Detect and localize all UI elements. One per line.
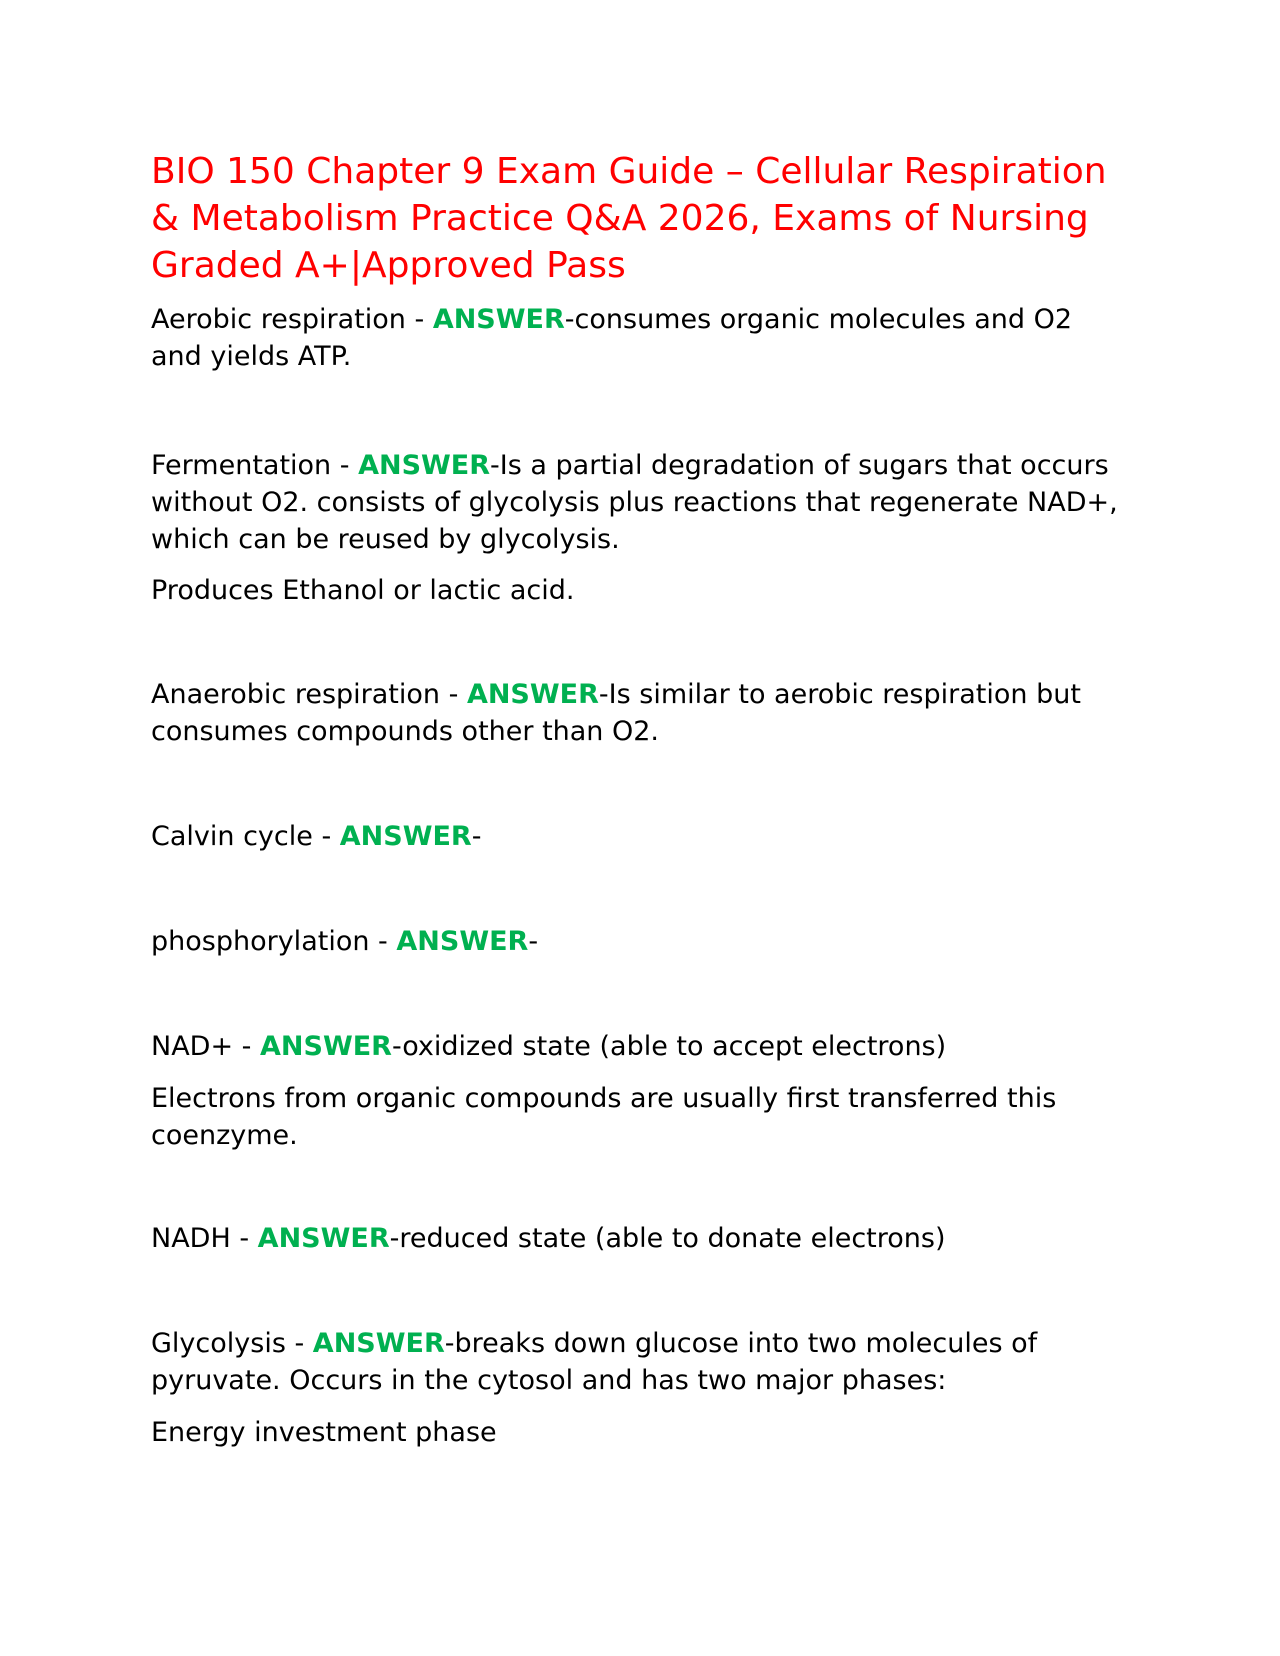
entry-extra-text: Electrons from organic compounds are usually first transferred this coenzyme.: [151, 1083, 1057, 1151]
qa-entry-calvin-cycle: [151, 818, 1131, 855]
entry-term: Anaerobic respiration -: [151, 679, 467, 710]
entry-definition: -reduced state (able to donate electrons): [389, 1223, 946, 1254]
qa-entry-anaerobic-respiration: [151, 676, 1131, 750]
qa-entry-nadh: [151, 1220, 1131, 1257]
entry-term: Fermentation -: [151, 450, 359, 481]
entry-term: Aerobic respiration -: [151, 304, 433, 335]
answer-label: ANSWER: [466, 679, 599, 710]
entry-term: phosphorylation -: [151, 926, 397, 957]
entry-definition: -consumes organic molecules and O2 and yields ATP.: [151, 304, 1073, 372]
qa-entry-nad-plus: [151, 1028, 1131, 1065]
answer-label: ANSWER: [257, 1223, 390, 1254]
answer-label: ANSWER: [432, 304, 565, 335]
answer-label: ANSWER: [339, 821, 472, 852]
entry-term: NAD+ -: [151, 1031, 260, 1062]
entry-definition: -Is similar to aerobic respiration but consumes compounds other than O2.: [151, 679, 1081, 747]
answer-label: ANSWER: [312, 1328, 445, 1359]
document-page: [151, 148, 1131, 1451]
entry-extra-text: Produces Ethanol or lactic acid.: [151, 575, 575, 606]
qa-entry-phosphorylation: [151, 923, 1131, 960]
qa-entry-fermentation: [151, 447, 1131, 558]
entry-term: Calvin cycle -: [151, 821, 340, 852]
document-title: BIO 150 Chapter 9 Exam Guide – Cellular Respiration & Metabolism Practice Q&A 2026, Exams of Nursing Graded A+|Approved Pass: [151, 151, 1107, 286]
answer-label: ANSWER: [358, 450, 491, 481]
qa-entry-glycolysis: [151, 1325, 1131, 1399]
answer-label: ANSWER: [396, 926, 529, 957]
entry-definition: -: [471, 821, 482, 852]
entry-definition: -oxidized state (able to accept electrons): [391, 1031, 947, 1062]
entry-term: NADH -: [151, 1223, 258, 1254]
qa-entry-aerobic-respiration: [151, 301, 1131, 375]
entry-definition: -: [528, 926, 539, 957]
entry-term: Glycolysis -: [151, 1328, 313, 1359]
answer-label: ANSWER: [260, 1031, 392, 1062]
entry-definition: -Is a partial degradation of sugars that occurs without O2. consists of glycolysis plus reactions that regenerate NAD+, which can be reused by glycolysis.: [151, 450, 1118, 555]
entry-extra-text: Energy investment phase: [151, 1417, 497, 1448]
entry-definition: -breaks down glucose into two molecules of pyruvate. Occurs in the cytosol and has two major phases:: [151, 1328, 1038, 1396]
